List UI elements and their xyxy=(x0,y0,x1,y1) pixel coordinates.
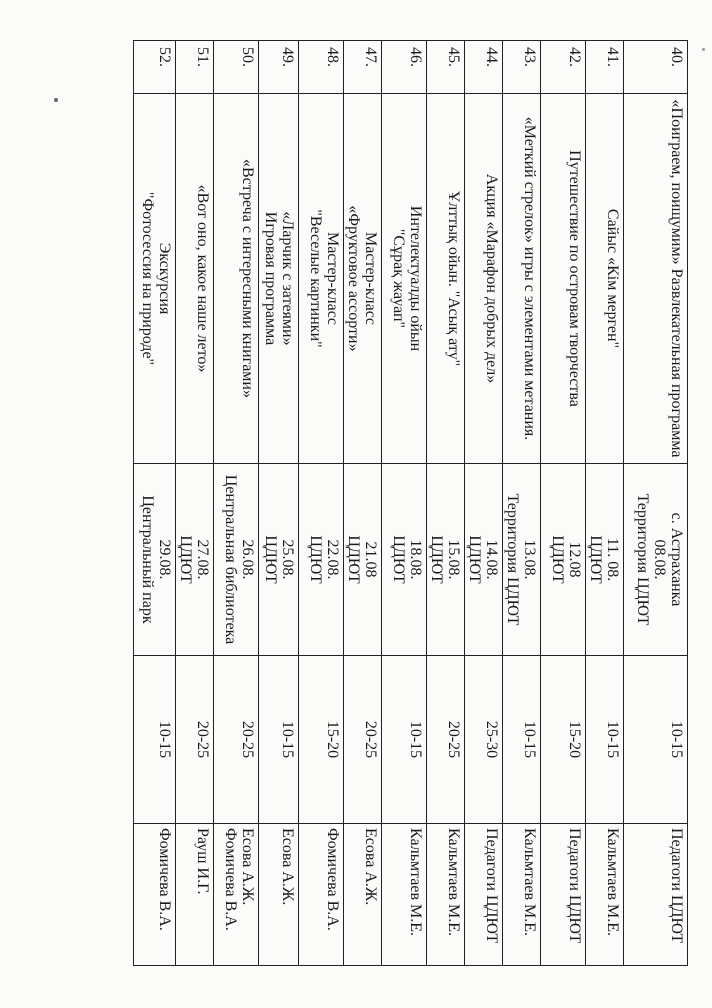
responsible-cell: Педагоги ЦДЮТ xyxy=(541,824,586,966)
table-row xyxy=(503,41,541,966)
date-place-line: ЦДЮТ xyxy=(466,535,483,584)
date-place-line: ЦДЮТ xyxy=(390,535,407,584)
event-title-cell xyxy=(465,94,503,464)
table-row xyxy=(586,41,624,966)
responsible-cell: Кальмтаев М.Е. xyxy=(586,824,624,966)
event-title-line: Интелектуалды ойын xyxy=(407,205,424,352)
age-range-cell: 15-20 xyxy=(541,656,586,824)
event-title-line: Экскурсия xyxy=(156,242,173,315)
row-number: 49. xyxy=(259,41,299,94)
event-title-line: Акция «Марафон добрых дел» xyxy=(483,173,500,384)
event-title-cell xyxy=(134,94,176,464)
date-place-cell xyxy=(299,464,344,656)
date-place-line: 25.08. xyxy=(279,539,296,580)
age-range-cell: 10-15 xyxy=(586,656,624,824)
date-place-cell xyxy=(427,464,465,656)
responsible-cell: Есова А.Ж. xyxy=(259,824,299,966)
responsible-cell: Педагоги ЦДЮТ xyxy=(465,824,503,966)
table-row xyxy=(299,41,344,966)
date-place-line: Территория ЦДЮТ xyxy=(634,493,651,626)
date-place-line: ЦДЮТ xyxy=(177,535,194,584)
table-row xyxy=(624,41,688,966)
row-number: 45. xyxy=(427,41,465,94)
age-range-cell: 10-15 xyxy=(134,656,176,824)
date-place-cell xyxy=(503,464,541,656)
date-place-line: 12.08 xyxy=(566,541,583,578)
table-row xyxy=(259,41,299,966)
date-place-cell xyxy=(134,464,176,656)
date-place-cell xyxy=(465,464,503,656)
date-place-line: ЦДЮТ xyxy=(345,535,362,584)
event-title-line: «Фруктовое ассорти» xyxy=(345,205,362,352)
date-place-cell xyxy=(176,464,214,656)
responsible-cell: Фомичева В.А. xyxy=(134,824,176,966)
event-title-line: «Ларчик с затеями» xyxy=(279,211,296,346)
scan-speck xyxy=(702,48,705,51)
responsible-cell: Педагоги ЦДЮТ xyxy=(624,824,688,966)
date-place-cell xyxy=(259,464,299,656)
table-row xyxy=(541,41,586,966)
events-table-body xyxy=(134,41,688,966)
row-number: 42. xyxy=(541,41,586,94)
date-place-line: 11. 08. xyxy=(604,537,621,582)
events-table xyxy=(133,40,688,966)
age-range-cell: 10-15 xyxy=(624,656,688,824)
row-number: 41. xyxy=(586,41,624,94)
row-number: 46. xyxy=(382,41,427,94)
row-number: 51. xyxy=(176,41,214,94)
event-title-line: "Сұрақ жауап" xyxy=(390,228,407,329)
date-place-cell xyxy=(586,464,624,656)
event-title-line: "Веселые картинки" xyxy=(307,209,324,348)
date-place-line: ЦДЮТ xyxy=(262,535,279,584)
date-place-line: 27.08. xyxy=(194,539,211,580)
date-place-line: ЦДЮТ xyxy=(307,535,324,584)
date-place-line: 08.08. xyxy=(651,539,668,580)
table-row xyxy=(134,41,176,966)
date-place-line: Центральная библиотека xyxy=(222,474,239,645)
age-range-cell: 20-25 xyxy=(176,656,214,824)
rotated-table-wrapper xyxy=(0,40,688,965)
table-row xyxy=(465,41,503,966)
age-range-cell: 10-15 xyxy=(259,656,299,824)
responsible-cell: Рауш И.Г. xyxy=(176,824,214,966)
age-range-cell: 20-25 xyxy=(344,656,382,824)
table-row xyxy=(344,41,382,966)
event-title-line: «Вот оно, какое наше лето» xyxy=(194,184,211,373)
date-place-cell xyxy=(541,464,586,656)
event-title-cell xyxy=(382,94,427,464)
date-place-line: ЦДЮТ xyxy=(549,535,566,584)
row-number: 48. xyxy=(299,41,344,94)
responsible-cell: Кальмтаев М.Е. xyxy=(503,824,541,966)
row-number: 50. xyxy=(214,41,259,94)
date-place-line: ЦДЮТ xyxy=(428,535,445,584)
date-place-cell xyxy=(382,464,427,656)
table-row xyxy=(427,41,465,966)
event-title-line: «Встреча с интересными книгами» xyxy=(239,159,256,398)
table-row xyxy=(382,41,427,966)
date-place-line: 13.08. xyxy=(521,539,538,580)
age-range-cell: 10-15 xyxy=(382,656,427,824)
event-title-cell xyxy=(259,94,299,464)
date-place-cell xyxy=(624,464,688,656)
age-range-cell: 20-25 xyxy=(427,656,465,824)
date-place-line: 18.08. xyxy=(407,539,424,580)
row-number: 40. xyxy=(624,41,688,94)
row-number: 52. xyxy=(134,41,176,94)
event-title-line: «Меткий стрелок» игры с элементами метания. xyxy=(521,116,538,441)
event-title-line: Мастер-класс xyxy=(324,232,341,325)
age-range-cell: 10-15 xyxy=(503,656,541,824)
row-number: 43. xyxy=(503,41,541,94)
date-place-line: Территория ЦДЮТ xyxy=(504,493,521,626)
table-row xyxy=(214,41,259,966)
event-title-cell xyxy=(344,94,382,464)
date-place-line: 21.08 xyxy=(362,541,379,578)
date-place-line: с. Астраханка xyxy=(668,512,685,607)
row-number: 47. xyxy=(344,41,382,94)
event-title-cell xyxy=(427,94,465,464)
date-place-line: 26.08. xyxy=(239,539,256,580)
event-title-cell xyxy=(214,94,259,464)
responsible-cell: Фомичева В.А. xyxy=(299,824,344,966)
responsible-cell: Есова А.Ж. xyxy=(344,824,382,966)
event-title-cell xyxy=(176,94,214,464)
date-place-line: 14.08. xyxy=(483,539,500,580)
date-place-line: 15.08. xyxy=(445,539,462,580)
date-place-cell xyxy=(344,464,382,656)
scan-speck xyxy=(54,98,58,102)
responsible-cell: Кальмтаев М.Е. xyxy=(382,824,427,966)
event-title-line: Путешествие по островам творчества xyxy=(566,150,583,407)
date-place-line: 29.08. xyxy=(156,539,173,580)
event-title-line: Игровая программа xyxy=(262,211,279,346)
row-number: 44. xyxy=(465,41,503,94)
event-title-line: Мастер-класс xyxy=(362,232,379,325)
date-place-line: Центральный парк xyxy=(139,495,156,624)
age-range-cell: 15-20 xyxy=(299,656,344,824)
date-place-line: ЦДЮТ xyxy=(587,535,604,584)
date-place-cell xyxy=(214,464,259,656)
event-title-line: Сайыс «Кім мерген" xyxy=(604,208,621,349)
event-title-cell xyxy=(541,94,586,464)
event-title-cell xyxy=(299,94,344,464)
responsible-cell: Кальмтаев М.Е. xyxy=(427,824,465,966)
event-title-cell xyxy=(624,94,688,464)
table-row xyxy=(176,41,214,966)
event-title-cell xyxy=(503,94,541,464)
responsible-cell: Есова А.Ж. Фомичева В.А. xyxy=(214,824,259,966)
age-range-cell: 25-30 xyxy=(465,656,503,824)
event-title-line: «Поиграем, поищумим» Развлекательная программа xyxy=(668,99,685,458)
age-range-cell: 20-25 xyxy=(214,656,259,824)
event-title-line: "Фотосессия на природе" xyxy=(139,191,156,366)
event-title-cell xyxy=(586,94,624,464)
event-title-line: Ұлттық ойын. "Асық ату" xyxy=(445,190,462,367)
date-place-line: 22.08. xyxy=(324,539,341,580)
